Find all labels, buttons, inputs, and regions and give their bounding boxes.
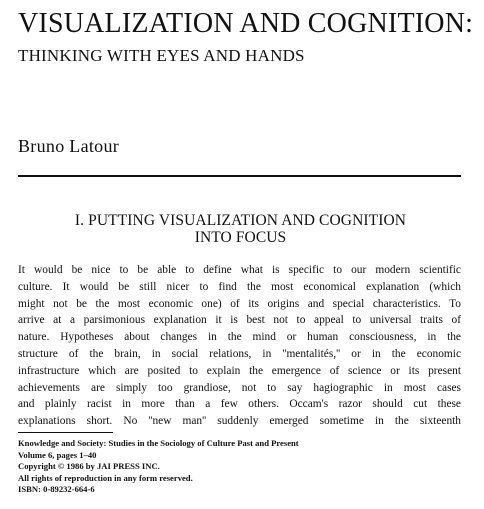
footnote-volume: Volume 6, pages 1–40: [18, 449, 97, 460]
footnote-copyright: Copyright © 1986 by JAI PRESS INC.: [18, 461, 160, 471]
publication-footnote: [18, 438, 468, 496]
section-heading: [18, 212, 463, 246]
footnote-journal: Knowledge and Society: Studies in the Sociology of Culture Past and Present: [18, 438, 299, 448]
section-heading-line-2: INTO FOCUS: [194, 229, 287, 246]
paper-title: VISUALIZATION AND COGNITION:: [18, 8, 474, 39]
body-line: structure of the brain, in social relations, in ''mentalités,'' or in the economic: [18, 347, 461, 360]
body-line: achievements are simply too grandiose, not to say hagiographic in most cases: [18, 381, 461, 394]
body-paragraph: [18, 262, 461, 430]
body-line: It would be nice to be able to define what is specific to our modern scientific: [18, 264, 461, 276]
footnote-rights: All rights of reproduction in any form reserved.: [18, 472, 193, 483]
body-line: might not be the most economic one) of its origins and special characteristics. To: [18, 297, 461, 310]
body-line: explanations short. No ''new man'' suddenly emerged sometime in the sixteenth: [18, 415, 461, 428]
body-line: nature. Hypotheses about changes in the mind or human consciousness, in the: [18, 331, 461, 344]
section-heading-line-1: I. PUTTING VISUALIZATION AND COGNITION: [74, 212, 407, 229]
body-line: culture. It would be still nicer to find the most economical explanation (which: [18, 280, 461, 293]
footnote-divider: [18, 432, 113, 433]
body-line: infrastructure which are posited to explain the emergence of science or its present: [18, 364, 461, 377]
body-line: arrive at a parsimonious explanation it is best not to appeal to universal traits of: [18, 314, 461, 327]
body-line: and plainly racist in more than a few others. Occam's razor should cut these: [18, 398, 461, 411]
title-divider: [18, 175, 461, 177]
author-name: Bruno Latour: [18, 136, 120, 156]
paper-subtitle: THINKING WITH EYES AND HANDS: [18, 46, 305, 65]
footnote-isbn: ISBN: 0-89232-664-6: [18, 484, 95, 494]
